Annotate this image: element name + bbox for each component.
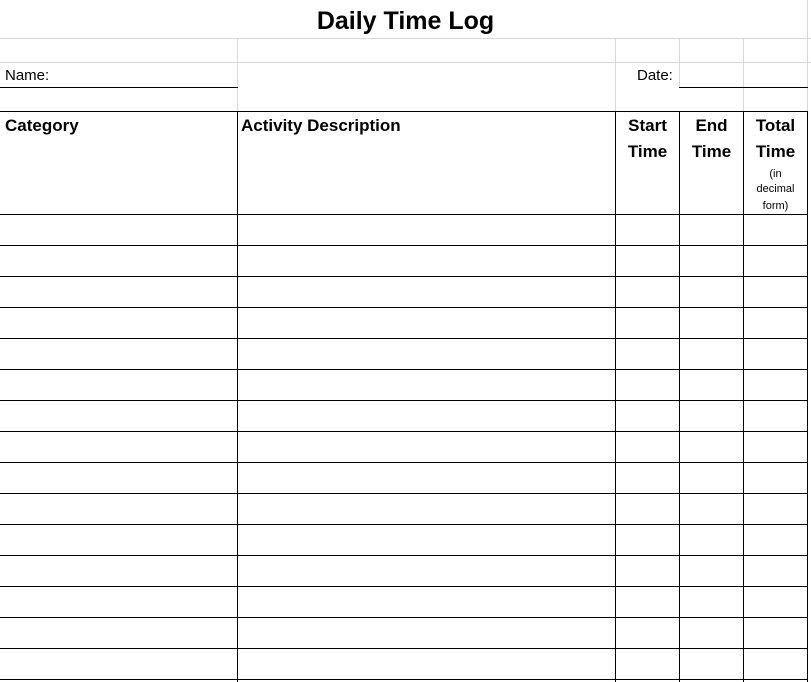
start-time-cell[interactable] (616, 525, 679, 555)
end-time-cell[interactable] (680, 494, 743, 524)
category-cell[interactable] (0, 587, 237, 617)
header-end-time-line1: End (695, 116, 728, 135)
end-time-cell[interactable] (680, 339, 743, 369)
header-total-time (744, 113, 807, 183)
category-cell[interactable] (0, 463, 237, 493)
header-total-time-note (744, 181, 807, 215)
total-time-cell[interactable] (744, 308, 807, 338)
category-cell[interactable] (0, 370, 237, 400)
start-time-cell[interactable] (616, 277, 679, 307)
total-time-cell[interactable] (744, 339, 807, 369)
category-cell[interactable] (0, 494, 237, 524)
activity-cell[interactable] (238, 525, 615, 555)
category-cell[interactable] (0, 556, 237, 586)
total-time-cell[interactable] (744, 463, 807, 493)
end-time-cell[interactable] (680, 401, 743, 431)
activity-cell[interactable] (238, 618, 615, 648)
header-total-time-line1: Total (755, 116, 796, 135)
start-time-cell[interactable] (616, 215, 679, 245)
activity-cell[interactable] (238, 246, 615, 276)
end-time-cell[interactable] (680, 308, 743, 338)
start-time-cell[interactable] (616, 246, 679, 276)
activity-cell[interactable] (238, 215, 615, 245)
activity-cell[interactable] (238, 308, 615, 338)
start-time-cell[interactable] (616, 494, 679, 524)
activity-cell[interactable] (238, 649, 615, 679)
total-time-cell[interactable] (744, 618, 807, 648)
activity-cell[interactable] (238, 370, 615, 400)
category-cell[interactable] (0, 339, 237, 369)
header-category: Category (5, 116, 79, 135)
total-time-cell[interactable] (744, 556, 807, 586)
end-time-cell[interactable] (680, 277, 743, 307)
end-time-cell[interactable] (680, 463, 743, 493)
total-time-cell[interactable] (744, 246, 807, 276)
header-start-time (616, 113, 679, 165)
name-underline (0, 87, 238, 88)
end-time-cell[interactable] (680, 432, 743, 462)
name-label: Name: (5, 67, 50, 84)
activity-cell[interactable] (238, 401, 615, 431)
start-time-cell[interactable] (616, 432, 679, 462)
category-cell[interactable] (0, 246, 237, 276)
start-time-cell[interactable] (616, 618, 679, 648)
total-time-cell[interactable] (744, 370, 807, 400)
total-time-cell[interactable] (744, 277, 807, 307)
category-cell[interactable] (0, 401, 237, 431)
end-time-cell[interactable] (680, 649, 743, 679)
activity-cell[interactable] (238, 432, 615, 462)
end-time-cell[interactable] (680, 587, 743, 617)
category-cell[interactable] (0, 649, 237, 679)
header-total-time-note-3: form) (762, 200, 789, 212)
header-start-time-line2: Time (627, 142, 668, 161)
total-time-cell[interactable] (744, 525, 807, 555)
activity-cell[interactable] (238, 587, 615, 617)
end-time-cell[interactable] (680, 618, 743, 648)
end-time-cell[interactable] (680, 556, 743, 586)
total-time-cell[interactable] (744, 432, 807, 462)
start-time-cell[interactable] (616, 587, 679, 617)
gridline (615, 38, 616, 111)
date-underline (679, 87, 808, 88)
category-cell[interactable] (0, 277, 237, 307)
header-end-time-line2: Time (691, 142, 732, 161)
activity-cell[interactable] (238, 277, 615, 307)
category-cell[interactable] (0, 618, 237, 648)
start-time-cell[interactable] (616, 339, 679, 369)
total-time-cell[interactable] (744, 649, 807, 679)
activity-cell[interactable] (238, 339, 615, 369)
total-time-cell[interactable] (744, 587, 807, 617)
total-time-cell[interactable] (744, 215, 807, 245)
total-time-cell[interactable] (744, 401, 807, 431)
col-border-right (807, 111, 808, 682)
date-label: Date: (637, 67, 673, 84)
end-time-cell[interactable] (680, 525, 743, 555)
activity-cell[interactable] (238, 463, 615, 493)
name-field[interactable] (238, 63, 615, 87)
header-end-time (680, 113, 743, 165)
header-activity-description: Activity Description (241, 116, 401, 135)
date-field[interactable] (680, 63, 807, 87)
end-time-cell[interactable] (680, 246, 743, 276)
end-time-cell[interactable] (680, 215, 743, 245)
category-cell[interactable] (0, 215, 237, 245)
start-time-cell[interactable] (616, 556, 679, 586)
table-top-border (0, 111, 808, 112)
end-time-cell[interactable] (680, 370, 743, 400)
start-time-cell[interactable] (616, 401, 679, 431)
total-time-cell[interactable] (744, 494, 807, 524)
row-border (0, 679, 808, 680)
activity-cell[interactable] (238, 556, 615, 586)
start-time-cell[interactable] (616, 463, 679, 493)
start-time-cell[interactable] (616, 308, 679, 338)
page-title: Daily Time Log (316, 7, 495, 35)
header-start-time-line1: Start (628, 116, 667, 135)
category-cell[interactable] (0, 525, 237, 555)
start-time-cell[interactable] (616, 370, 679, 400)
category-cell[interactable] (0, 308, 237, 338)
header-total-time-line2: Time (755, 142, 796, 161)
category-cell[interactable] (0, 432, 237, 462)
activity-cell[interactable] (238, 494, 615, 524)
start-time-cell[interactable] (616, 649, 679, 679)
header-total-time-note-1: (in (769, 168, 782, 180)
header-total-time-note-2: decimal (756, 183, 795, 195)
